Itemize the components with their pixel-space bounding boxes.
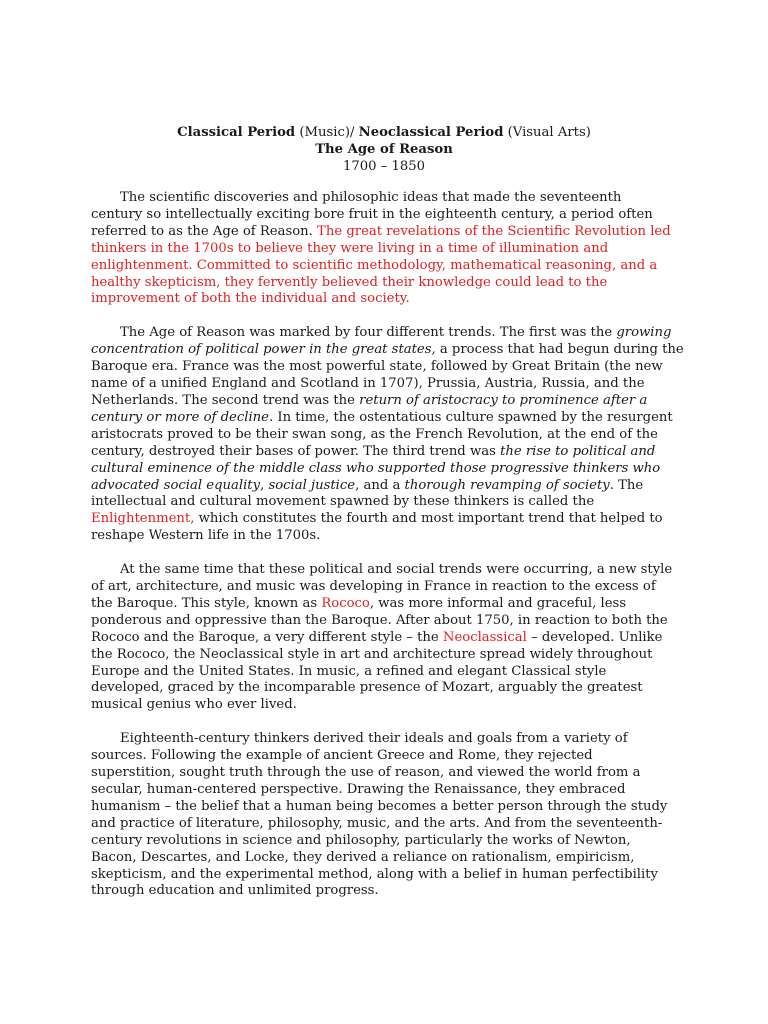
p3-text: – developed. Unlike — [526, 629, 663, 645]
title-visual-arts: (Visual Arts) — [503, 125, 591, 140]
p2-line — [62, 444, 681, 461]
p3-text: Rococo and the Baroque, a very different style – the — [91, 629, 443, 645]
p3-highlight: Neoclassical — [442, 629, 527, 645]
p2-line — [62, 410, 681, 427]
p2-line — [62, 511, 681, 528]
p2-text: Netherlands. The second trend was the — [91, 392, 360, 408]
p2-line: aristocrats proved to be their swan song, as the French Revolution, at the end of the — [91, 426, 658, 442]
p3-highlight: Rococo — [321, 595, 370, 611]
p1-highlight-line: enlightenment. Committed to scientific methodology, mathematical reasoning, and a — [91, 257, 658, 273]
p2-line: Baroque era. France was the most powerful state, followed by Great Britain (the new — [91, 359, 663, 375]
p2-italic: the rise to political and — [500, 443, 656, 459]
p2-line — [62, 393, 681, 410]
p2-line: intellectual and cultural movement spawned by these thinkers is called the — [91, 494, 595, 510]
title-music: (Music)/ — [295, 125, 359, 140]
p2-italic: social justice — [268, 477, 356, 493]
p2-italic: thorough revamping of society — [404, 477, 610, 493]
title-neoclassical-period: Neoclassical Period — [358, 125, 504, 140]
paragraph-2 — [91, 325, 684, 545]
p2-text: which constitutes the fourth and most important trend that helped to — [194, 511, 663, 527]
paragraph-4 — [91, 731, 681, 900]
p4-line: skepticism, and the experimental method, along with a belief in human perfectibility — [91, 866, 658, 882]
p3-line: the Rococo, the Neoclassical style in art and architecture spread widely throughout — [91, 646, 653, 662]
p2-line: reshape Western life in the 1700s. — [91, 528, 321, 544]
p2-text: The Age of Reason was marked by four different trends. The first was the — [120, 325, 617, 341]
p4-line: secular, human-centered perspective. Drawing the Renaissance, they embraced — [91, 782, 626, 797]
p4-line: and practice of literature, philosophy, music, and the arts. And from the seventeenth- — [91, 815, 663, 831]
p4-line: sources. Following the example of ancient Greece and Rome, they rejected — [91, 748, 593, 764]
p3-text: the Baroque. This style, known as — [91, 595, 322, 611]
p1-line: The scientific discoveries and philosophic ideas that made the seventeenth — [120, 190, 622, 205]
subtitle — [0, 141, 768, 158]
p4-line: through education and unlimited progress. — [91, 883, 379, 899]
p2-highlight: Enlightenment, — [91, 511, 195, 527]
document-body — [91, 190, 684, 917]
p1-line — [62, 224, 681, 241]
p2-text: . In time, the ostentatious culture spawned by the resurgent — [268, 409, 673, 425]
p4-line: Bacon, Descartes, and Locke, they derived a reliance on rationalism, empiricism, — [91, 849, 635, 865]
p1-highlight-line: healthy skepticism, they fervently believed their knowledge could lead to the — [91, 274, 608, 290]
document-header — [0, 124, 768, 175]
p2-line: cultural eminence of the middle class who supported those progressive thinkers who — [91, 460, 661, 476]
p3-line: of art, architecture, and music was developing in France in reaction to the excess of — [91, 579, 656, 595]
paragraph-1 — [91, 190, 681, 308]
p3-line: developed, graced by the incomparable presence of Mozart, arguably the greatest — [91, 680, 643, 696]
p3-line: ponderous and oppressive than the Baroque. After about 1750, in reaction to both the — [91, 612, 668, 628]
p3-line — [62, 630, 681, 647]
p2-text: , and a — [355, 477, 405, 493]
title-line — [0, 124, 768, 141]
p3-line — [62, 596, 681, 613]
p1-highlight: The great revelations of the Scientific Revolution led — [317, 223, 671, 239]
p4-line: superstition, sought truth through the use of reason, and viewed the world from a — [91, 765, 641, 781]
title-classical-period: Classical Period — [177, 125, 296, 140]
p4-line: Eighteenth-century thinkers derived their ideals and goals from a variety of — [120, 731, 628, 747]
p2-text: , a process that had begun during the — [431, 342, 684, 358]
p1-text: referred to as the Age of Reason. — [91, 223, 318, 239]
p2-italic: century or more of decline — [91, 409, 269, 425]
p3-text: , was more informal and graceful, less — [369, 595, 627, 611]
p2-italic: advocated social equality — [91, 477, 261, 493]
p2-italic: concentration of political power in the great states — [91, 342, 432, 358]
p2-line — [62, 342, 684, 359]
p2-italic: return of aristocracy to prominence after a — [359, 392, 648, 408]
p2-line — [91, 325, 681, 342]
p4-line: century revolutions in science and philosophy, particularly the works of Newton, — [91, 832, 631, 848]
paragraph-3 — [91, 562, 681, 714]
p2-text: century, destroyed their bases of power. The third trend was — [91, 443, 501, 459]
p1-highlight-line: improvement of both the individual and society. — [91, 291, 410, 307]
p1-highlight-line: thinkers in the 1700s to believe they were living in a time of illumination and — [91, 240, 609, 256]
subtitle-text: The Age of Reason — [315, 142, 453, 157]
p3-line: musical genius who ever lived. — [91, 697, 297, 713]
p1-line: century so intellectually exciting bore fruit in the eighteenth century, a period often — [91, 206, 653, 222]
p2-text: . The — [609, 477, 644, 493]
p2-line — [62, 478, 681, 495]
p2-italic: growing — [616, 325, 672, 341]
p3-line: At the same time that these political and social trends were occurring, a new style — [120, 562, 673, 578]
p3-line: Europe and the United States. In music, a refined and elegant Classical style — [91, 663, 607, 679]
p2-line: name of a unified England and Scotland in 1707), Prussia, Austria, Russia, and the — [91, 376, 645, 392]
date-range: 1700 – 1850 — [342, 159, 426, 174]
p4-line: humanism – the belief that a human being becomes a better person through the study — [91, 798, 668, 814]
p2-text: , — [260, 477, 269, 493]
